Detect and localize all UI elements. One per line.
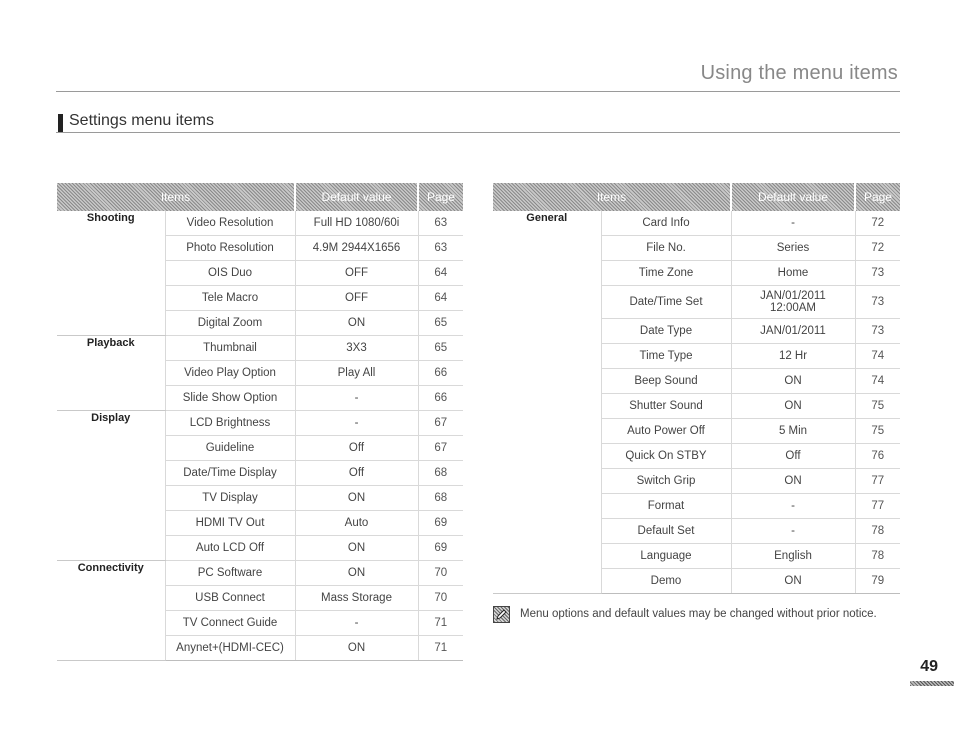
default-value-cell: JAN/01/2011 <box>731 319 855 344</box>
default-value-cell: ON <box>731 469 855 494</box>
item-cell: Language <box>601 544 731 569</box>
page-cell: 72 <box>855 211 900 236</box>
default-value-cell: 12 Hr <box>731 344 855 369</box>
default-value-cell: Home <box>731 261 855 286</box>
item-cell: File No. <box>601 236 731 261</box>
category-label: Shooting <box>57 211 165 336</box>
page-cell: 63 <box>418 211 463 236</box>
default-value-cell: Auto <box>295 511 418 536</box>
page-cell: 64 <box>418 261 463 286</box>
category-label: Display <box>57 411 165 561</box>
page-cell: 66 <box>418 361 463 386</box>
default-value-cell: Off <box>295 461 418 486</box>
page-cell: 67 <box>418 436 463 461</box>
page-cell: 73 <box>855 319 900 344</box>
page-cell: 69 <box>418 536 463 561</box>
default-value-cell: Off <box>295 436 418 461</box>
table-row <box>57 211 463 236</box>
section-divider <box>56 132 900 133</box>
page-cell: 66 <box>418 386 463 411</box>
settings-table-right <box>493 183 900 594</box>
table-row <box>57 561 463 586</box>
default-value-cell: Series <box>731 236 855 261</box>
item-cell: Video Resolution <box>165 211 295 236</box>
header-default-value: Default value <box>731 183 855 211</box>
page-cell: 73 <box>855 261 900 286</box>
header-page: Page <box>418 183 463 211</box>
item-cell: Quick On STBY <box>601 444 731 469</box>
item-cell: Format <box>601 494 731 519</box>
default-value-cell: 5 Min <box>731 419 855 444</box>
item-cell: USB Connect <box>165 586 295 611</box>
note <box>493 605 900 635</box>
default-value-cell: - <box>731 519 855 544</box>
default-value-cell: ON <box>295 311 418 336</box>
table-header-row <box>493 183 900 211</box>
header-page: Page <box>855 183 900 211</box>
table-row <box>57 411 463 436</box>
default-value-cell: - <box>295 611 418 636</box>
page-number: 49 <box>920 658 938 675</box>
item-cell: HDMI TV Out <box>165 511 295 536</box>
settings-table-left <box>57 183 463 661</box>
default-value-cell: - <box>731 494 855 519</box>
page-cell: 64 <box>418 286 463 311</box>
page-cell: 71 <box>418 636 463 661</box>
header-items: Items <box>493 183 731 211</box>
header-divider <box>56 91 900 92</box>
default-value-cell: OFF <box>295 261 418 286</box>
item-cell: Anynet+(HDMI-CEC) <box>165 636 295 661</box>
item-cell: Guideline <box>165 436 295 461</box>
page-cell: 77 <box>855 469 900 494</box>
item-cell: Default Set <box>601 519 731 544</box>
default-value-cell: ON <box>731 369 855 394</box>
page-cell: 69 <box>418 511 463 536</box>
item-cell: Time Zone <box>601 261 731 286</box>
default-value-cell: - <box>295 386 418 411</box>
item-cell: Video Play Option <box>165 361 295 386</box>
default-value-cell: Off <box>731 444 855 469</box>
item-cell: Thumbnail <box>165 336 295 361</box>
default-value-cell: English <box>731 544 855 569</box>
item-cell: Card Info <box>601 211 731 236</box>
page-cell: 65 <box>418 311 463 336</box>
category-label: Playback <box>57 336 165 411</box>
item-cell: Digital Zoom <box>165 311 295 336</box>
page-cell: 70 <box>418 586 463 611</box>
page-cell: 67 <box>418 411 463 436</box>
page-cell: 77 <box>855 494 900 519</box>
default-value-cell: ON <box>731 394 855 419</box>
section-marker <box>58 114 63 133</box>
header-items: Items <box>57 183 295 211</box>
item-cell: Beep Sound <box>601 369 731 394</box>
page-cell: 65 <box>418 336 463 361</box>
item-cell: Date/Time Display <box>165 461 295 486</box>
page-cell: 70 <box>418 561 463 586</box>
section-title: Settings menu items <box>69 112 214 129</box>
default-value-cell: Play All <box>295 361 418 386</box>
category-label: General <box>493 211 601 594</box>
item-cell: Auto LCD Off <box>165 536 295 561</box>
page-header-title: Using the menu items <box>700 62 898 84</box>
default-value-cell: - <box>295 411 418 436</box>
item-cell: Auto Power Off <box>601 419 731 444</box>
item-cell: Demo <box>601 569 731 594</box>
default-value-cell: ON <box>295 486 418 511</box>
default-value-cell: OFF <box>295 286 418 311</box>
default-value-cell: JAN/01/2011 12:00AM <box>731 286 855 319</box>
page-cell: 75 <box>855 419 900 444</box>
default-value-cell: 3X3 <box>295 336 418 361</box>
default-value-cell: ON <box>731 569 855 594</box>
page-cell: 74 <box>855 344 900 369</box>
table-row <box>493 211 900 236</box>
page-cell: 72 <box>855 236 900 261</box>
page-cell: 78 <box>855 519 900 544</box>
item-cell: Date/Time Set <box>601 286 731 319</box>
table-header-row <box>57 183 463 211</box>
page-cell: 76 <box>855 444 900 469</box>
item-cell: Switch Grip <box>601 469 731 494</box>
item-cell: PC Software <box>165 561 295 586</box>
page-cell: 63 <box>418 236 463 261</box>
note-text: Menu options and default values may be changed without prior notice. <box>520 608 877 620</box>
default-value-cell: ON <box>295 536 418 561</box>
item-cell: Photo Resolution <box>165 236 295 261</box>
note-pencil-icon <box>493 606 510 623</box>
item-cell: LCD Brightness <box>165 411 295 436</box>
default-value-cell: Full HD 1080/60i <box>295 211 418 236</box>
page-cell: 71 <box>418 611 463 636</box>
default-value-cell: 4.9M 2944X1656 <box>295 236 418 261</box>
page-cell: 68 <box>418 486 463 511</box>
item-cell: Date Type <box>601 319 731 344</box>
page-number-bar <box>910 681 954 686</box>
item-cell: Shutter Sound <box>601 394 731 419</box>
header-default-value: Default value <box>295 183 418 211</box>
item-cell: Slide Show Option <box>165 386 295 411</box>
item-cell: Time Type <box>601 344 731 369</box>
page-cell: 75 <box>855 394 900 419</box>
default-value-cell: Mass Storage <box>295 586 418 611</box>
default-value-cell: ON <box>295 636 418 661</box>
table-row <box>57 336 463 361</box>
item-cell: Tele Macro <box>165 286 295 311</box>
category-label: Connectivity <box>57 561 165 661</box>
default-value-cell: - <box>731 211 855 236</box>
page-cell: 78 <box>855 544 900 569</box>
page-cell: 73 <box>855 286 900 319</box>
item-cell: TV Display <box>165 486 295 511</box>
page-cell: 74 <box>855 369 900 394</box>
default-value-cell: ON <box>295 561 418 586</box>
page-cell: 79 <box>855 569 900 594</box>
item-cell: TV Connect Guide <box>165 611 295 636</box>
item-cell: OIS Duo <box>165 261 295 286</box>
page-cell: 68 <box>418 461 463 486</box>
